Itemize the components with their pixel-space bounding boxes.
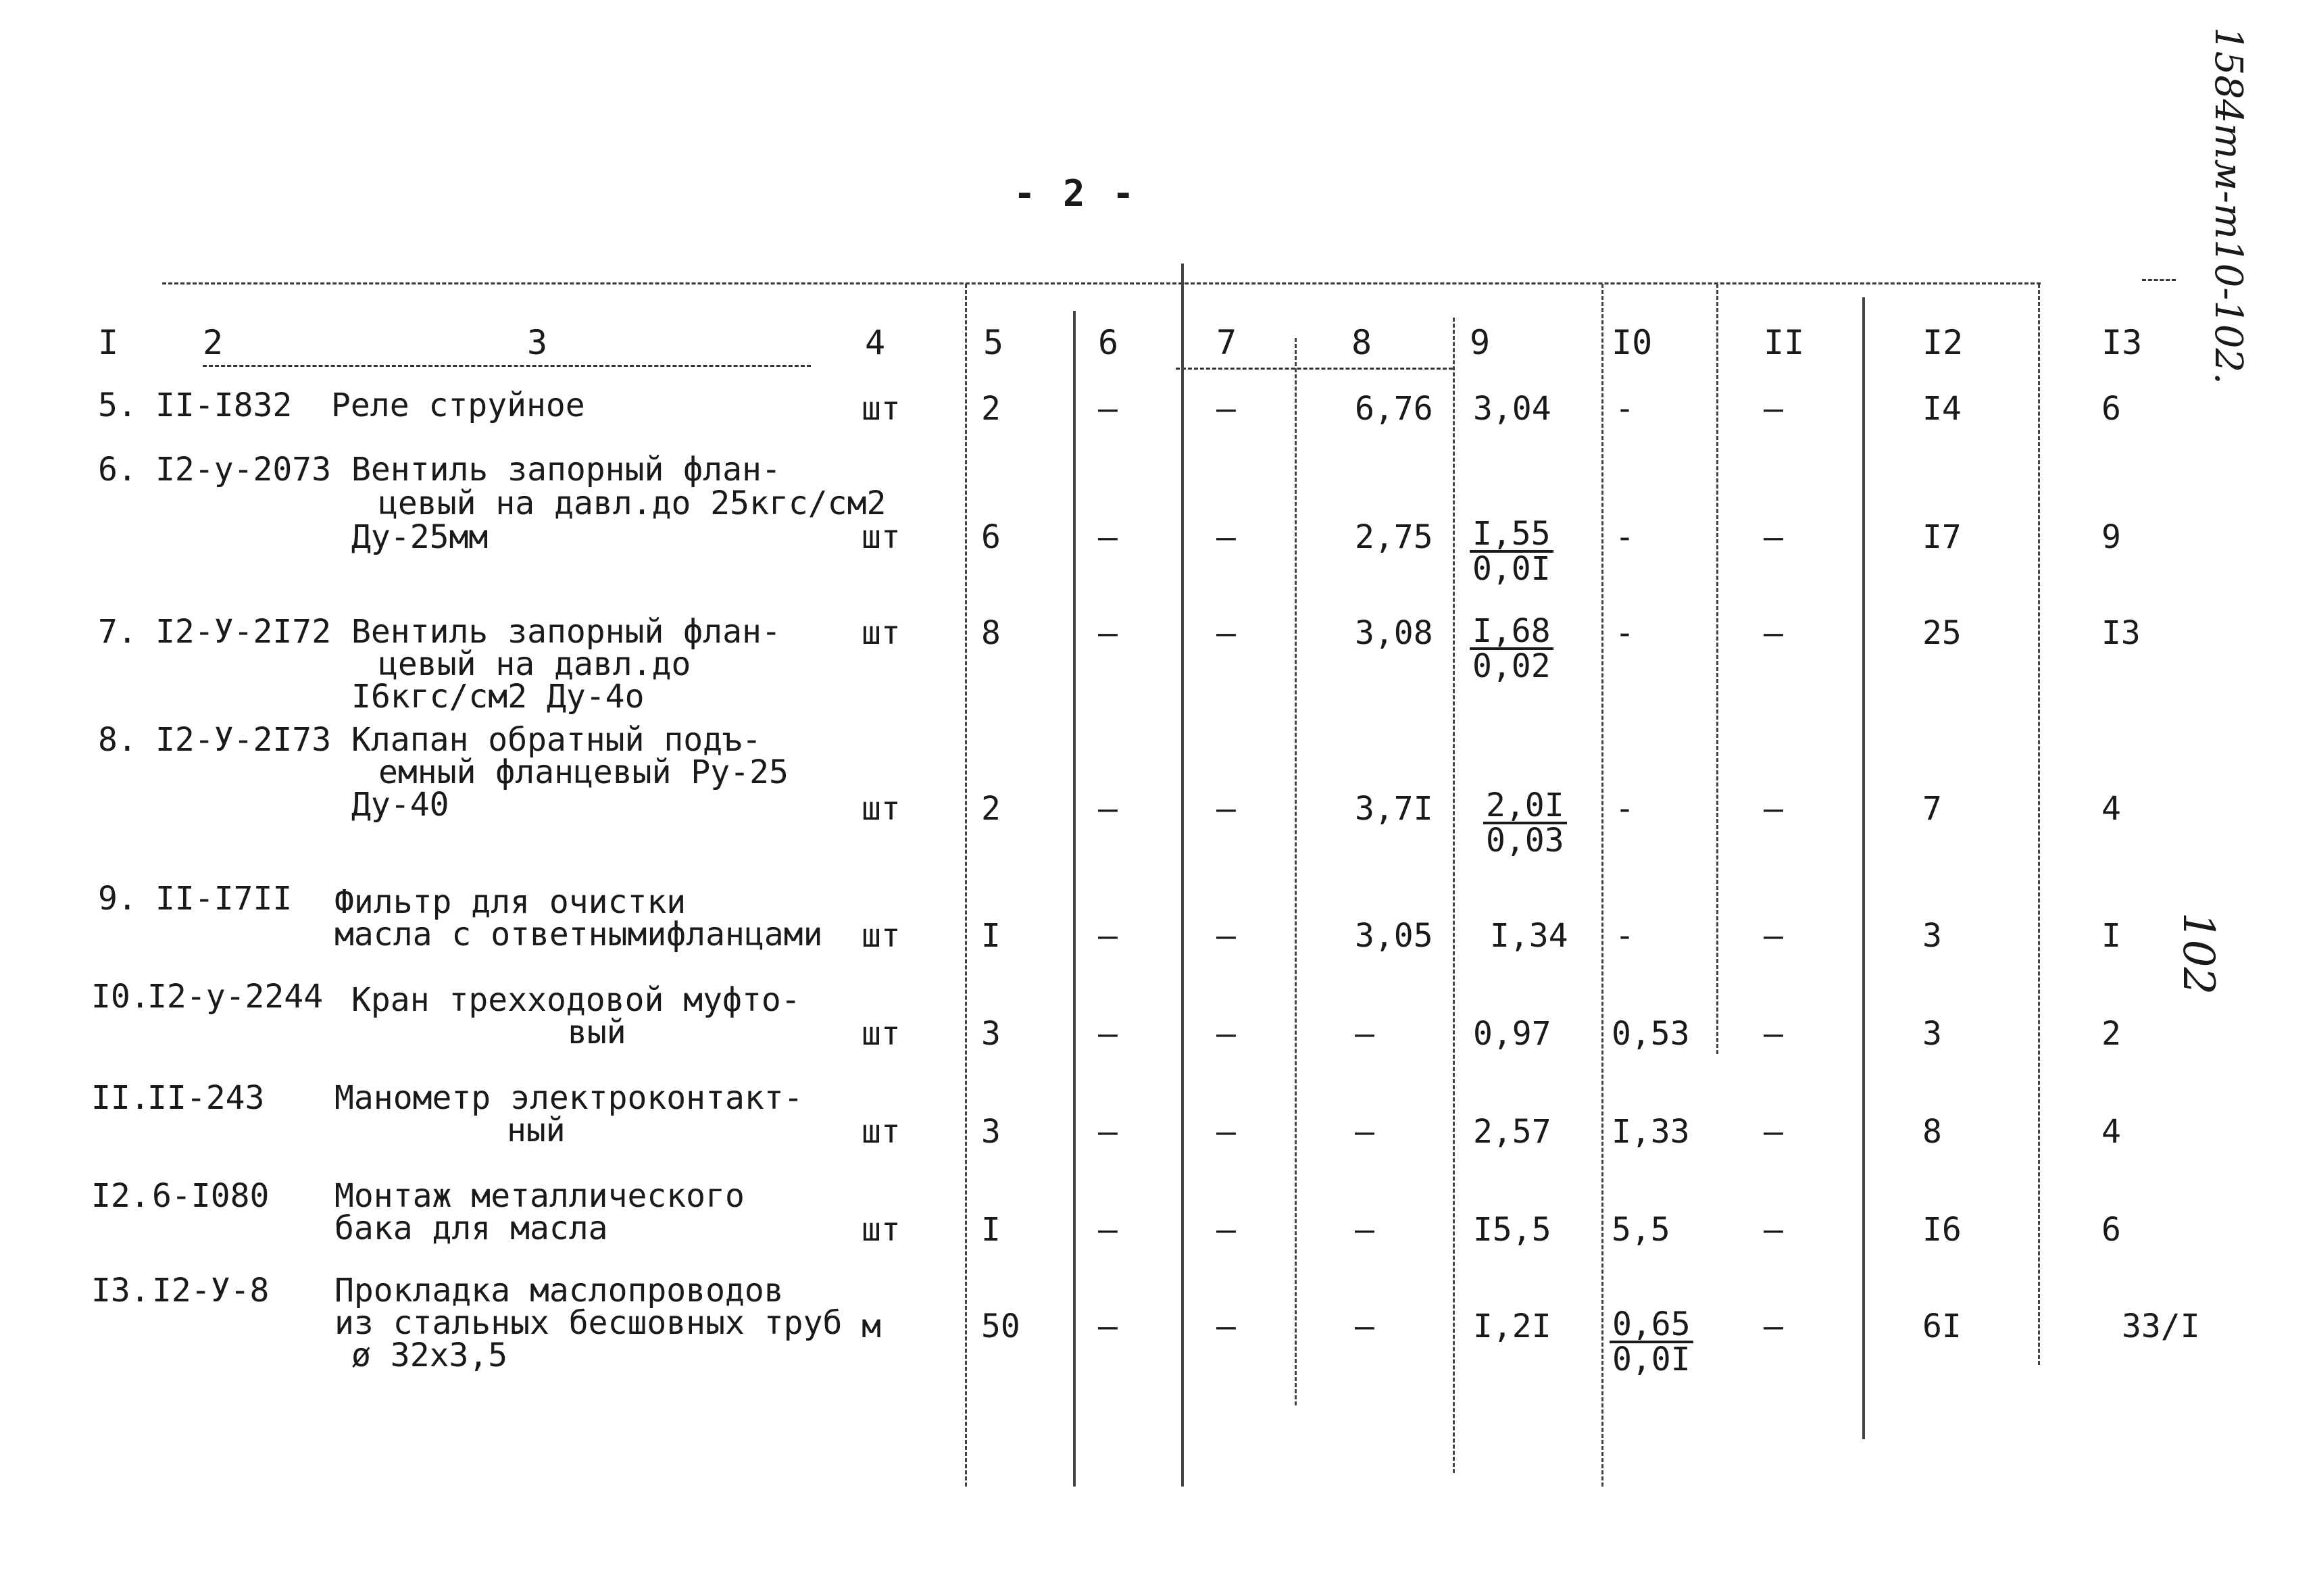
row-name-line: Реле струйное bbox=[331, 386, 585, 424]
row-col6: – bbox=[1098, 390, 1118, 428]
column-rule-10 bbox=[1601, 284, 1603, 1487]
header-bottom-rule-mid bbox=[1176, 368, 1453, 370]
row-col5: 2 bbox=[981, 790, 1001, 828]
row-col10: - bbox=[1615, 790, 1635, 828]
row-name-line: Вентиль запорный флан- bbox=[351, 451, 781, 489]
row-col5: 3 bbox=[981, 1113, 1001, 1151]
fraction-numerator: 0,65 bbox=[1610, 1308, 1693, 1343]
row-col11: – bbox=[1764, 917, 1783, 955]
row-col11: – bbox=[1764, 390, 1783, 428]
row-col8: 3,7I bbox=[1355, 790, 1433, 828]
row-number: I0. bbox=[91, 978, 150, 1016]
column-rule-12 bbox=[1862, 297, 1865, 1439]
header-col-10: I0 bbox=[1612, 323, 1653, 362]
row-col10: I,33 bbox=[1612, 1113, 1690, 1151]
fraction-denominator: 0,02 bbox=[1472, 647, 1551, 685]
row-col12: 25 bbox=[1922, 614, 1962, 652]
row-unit: шт bbox=[862, 790, 901, 828]
row-col8: 3,05 bbox=[1355, 917, 1433, 955]
header-bottom-rule bbox=[203, 365, 811, 367]
header-col-3: 3 bbox=[527, 323, 548, 362]
fraction-numerator: I,55 bbox=[1470, 518, 1553, 553]
row-col9-fraction bbox=[1470, 612, 1553, 685]
row-col6: – bbox=[1098, 1113, 1118, 1151]
row-code: II-I832 bbox=[155, 386, 293, 424]
row-unit: шт bbox=[862, 518, 901, 556]
row-col9: 2,57 bbox=[1473, 1113, 1551, 1151]
row-col7: – bbox=[1216, 790, 1236, 828]
header-top-rule-right bbox=[2142, 279, 2176, 281]
row-col10: 0,53 bbox=[1612, 1015, 1690, 1053]
row-col10: - bbox=[1615, 917, 1635, 955]
row-col12: 8 bbox=[1922, 1113, 1942, 1151]
row-col6: – bbox=[1098, 1307, 1118, 1345]
row-number: I2. bbox=[91, 1177, 150, 1215]
row-name-line: I6кгс/см2 Ду-4о bbox=[351, 678, 645, 716]
row-col7: – bbox=[1216, 917, 1236, 955]
fraction-denominator: 0,0I bbox=[1472, 550, 1551, 588]
row-col13: 4 bbox=[2101, 790, 2121, 828]
row-unit: шт bbox=[862, 390, 901, 428]
row-col11: – bbox=[1764, 1211, 1783, 1249]
row-col13: 2 bbox=[2101, 1015, 2121, 1053]
row-col8: – bbox=[1355, 1307, 1374, 1345]
row-col5: 3 bbox=[981, 1015, 1001, 1053]
row-name-line: Монтаж металлического bbox=[334, 1177, 745, 1215]
row-name-line: ø 32x3,5 bbox=[351, 1337, 508, 1374]
row-unit: шт bbox=[862, 1113, 901, 1151]
row-col10: 5,5 bbox=[1612, 1211, 1670, 1249]
row-col8: 2,75 bbox=[1355, 518, 1433, 556]
row-name-line: емный фланцевый Ру-25 bbox=[378, 753, 789, 791]
fraction-denominator: 0,0I bbox=[1612, 1341, 1691, 1378]
header-col-1: I bbox=[98, 323, 119, 362]
row-code: I2-у-2073 bbox=[155, 451, 332, 489]
header-col-2: 2 bbox=[203, 323, 224, 362]
row-code: II-243 bbox=[147, 1079, 265, 1117]
row-code: I2-У-8 bbox=[152, 1272, 270, 1310]
row-code: I2-У-2I73 bbox=[155, 721, 332, 759]
row-col6: – bbox=[1098, 518, 1118, 556]
row-name-line: ный bbox=[507, 1112, 566, 1149]
column-rule-8 bbox=[1295, 338, 1297, 1405]
row-col8: – bbox=[1355, 1211, 1374, 1249]
row-col13: I bbox=[2101, 917, 2121, 955]
row-number: 9. bbox=[98, 880, 137, 918]
row-code: 6-I080 bbox=[152, 1177, 270, 1215]
row-col13: 6 bbox=[2101, 1211, 2121, 1249]
row-col10: - bbox=[1615, 390, 1635, 428]
header-col-4: 4 bbox=[865, 323, 886, 362]
page-number: - 2 - bbox=[1014, 172, 1137, 215]
row-name-line: вый bbox=[568, 1014, 626, 1051]
row-col9: 3,04 bbox=[1473, 390, 1551, 428]
fraction-denominator: 0,03 bbox=[1486, 822, 1564, 859]
row-name-line: Манометр электроконтакт- bbox=[334, 1079, 803, 1117]
header-col-9: 9 bbox=[1470, 323, 1491, 362]
row-col9-fraction bbox=[1470, 515, 1553, 588]
row-col12: 3 bbox=[1922, 917, 1942, 955]
row-col6: – bbox=[1098, 790, 1118, 828]
row-unit: шт bbox=[862, 1015, 901, 1053]
row-name-line: Кран трехходовой муфто- bbox=[351, 981, 801, 1019]
row-number: 8. bbox=[98, 721, 137, 759]
row-number: 5. bbox=[98, 386, 137, 424]
row-name-line: Прокладка маслопроводов bbox=[334, 1272, 784, 1310]
row-col9: 0,97 bbox=[1473, 1015, 1551, 1053]
row-name-line: Ду-25мм bbox=[351, 518, 489, 556]
row-unit: шт bbox=[862, 1211, 901, 1249]
row-col12: 3 bbox=[1922, 1015, 1942, 1053]
row-col12: 7 bbox=[1922, 790, 1942, 828]
row-col11: – bbox=[1764, 1015, 1783, 1053]
row-name-line: из стальных бесшовных труб bbox=[334, 1304, 843, 1342]
header-col-7: 7 bbox=[1216, 323, 1237, 362]
header-col-12: I2 bbox=[1922, 323, 1964, 362]
row-col5: I bbox=[981, 917, 1001, 955]
row-col11: – bbox=[1764, 1113, 1783, 1151]
row-col5: 8 bbox=[981, 614, 1001, 652]
row-col8: – bbox=[1355, 1113, 1374, 1151]
row-col9: I,34 bbox=[1490, 917, 1568, 955]
row-col9: I5,5 bbox=[1473, 1211, 1551, 1249]
row-col11: – bbox=[1764, 1307, 1783, 1345]
row-col9-fraction bbox=[1483, 789, 1567, 857]
row-col10: - bbox=[1615, 518, 1635, 556]
row-name-line: цевый на давл.до 25кгс/см2 bbox=[378, 484, 887, 522]
row-number: 6. bbox=[98, 451, 137, 489]
row-name-line: Клапан обратный подъ- bbox=[351, 721, 762, 759]
row-col12: 6I bbox=[1922, 1307, 1962, 1345]
row-col7: – bbox=[1216, 518, 1236, 556]
row-col6: – bbox=[1098, 614, 1118, 652]
row-col10: - bbox=[1615, 614, 1635, 652]
header-col-6: 6 bbox=[1098, 323, 1119, 362]
row-col13: 6 bbox=[2101, 390, 2121, 428]
row-col6: – bbox=[1098, 917, 1118, 955]
header-col-5: 5 bbox=[983, 323, 1004, 362]
column-rule-13 bbox=[2038, 284, 2040, 1365]
row-col11: – bbox=[1764, 518, 1783, 556]
column-rule-11 bbox=[1716, 284, 1718, 1054]
row-col13: 33/I bbox=[2122, 1307, 2200, 1345]
row-col8: 6,76 bbox=[1355, 390, 1433, 428]
row-col5: 6 bbox=[981, 518, 1001, 556]
column-rule-9 bbox=[1453, 318, 1455, 1473]
row-name-line: цевый на давл.до bbox=[378, 645, 691, 683]
row-col12: I7 bbox=[1922, 518, 1962, 556]
row-col12: I6 bbox=[1922, 1211, 1962, 1249]
row-unit: шт bbox=[862, 917, 901, 955]
row-col12: I4 bbox=[1922, 390, 1962, 428]
row-col7: – bbox=[1216, 390, 1236, 428]
row-col11: – bbox=[1764, 790, 1783, 828]
row-col8: – bbox=[1355, 1015, 1374, 1053]
row-col9: I,2I bbox=[1473, 1307, 1551, 1345]
row-code: I2-У-2I72 bbox=[155, 613, 332, 651]
row-col5: 50 bbox=[981, 1307, 1020, 1345]
row-col7: – bbox=[1216, 1015, 1236, 1053]
row-col7: – bbox=[1216, 1307, 1236, 1345]
column-rule-5 bbox=[965, 284, 967, 1487]
row-col6: – bbox=[1098, 1211, 1118, 1249]
row-name-line: Вентиль запорный флан- bbox=[351, 613, 781, 651]
column-rule-7 bbox=[1181, 264, 1184, 1487]
row-col7: – bbox=[1216, 614, 1236, 652]
header-top-rule bbox=[162, 282, 2041, 284]
side-page-number: 102 bbox=[2173, 912, 2223, 995]
row-unit: шт bbox=[862, 614, 901, 652]
header-col-8: 8 bbox=[1351, 323, 1372, 362]
row-number: 7. bbox=[98, 613, 137, 651]
side-document-code: 1584тм-т10-102. bbox=[2206, 27, 2250, 384]
row-col7: – bbox=[1216, 1211, 1236, 1249]
row-col11: – bbox=[1764, 614, 1783, 652]
row-col13: 4 bbox=[2101, 1113, 2121, 1151]
row-col13: 9 bbox=[2101, 518, 2121, 556]
row-col13: I3 bbox=[2101, 614, 2141, 652]
row-col8: 3,08 bbox=[1355, 614, 1433, 652]
row-name-line: бака для масла bbox=[334, 1210, 608, 1247]
header-col-13: I3 bbox=[2101, 323, 2143, 362]
row-col5: I bbox=[981, 1211, 1001, 1249]
row-col10-fraction bbox=[1610, 1305, 1693, 1378]
row-name-line: масла с ответнымифланцами bbox=[334, 916, 823, 953]
row-code: II-I7II bbox=[155, 880, 293, 918]
row-code: I2-у-2244 bbox=[147, 978, 324, 1016]
row-col6: – bbox=[1098, 1015, 1118, 1053]
column-rule-6 bbox=[1073, 311, 1076, 1487]
header-col-11: II bbox=[1764, 323, 1805, 362]
row-name-line: Фильтр для очистки bbox=[334, 883, 687, 921]
row-number: II. bbox=[91, 1079, 150, 1117]
row-col5: 2 bbox=[981, 390, 1001, 428]
row-col7: – bbox=[1216, 1113, 1236, 1151]
row-number: I3. bbox=[91, 1272, 150, 1310]
row-name-line: Ду-40 bbox=[351, 786, 449, 824]
row-unit: м bbox=[862, 1307, 881, 1345]
fraction-numerator: 2,0I bbox=[1483, 789, 1567, 824]
fraction-numerator: I,68 bbox=[1470, 615, 1553, 650]
